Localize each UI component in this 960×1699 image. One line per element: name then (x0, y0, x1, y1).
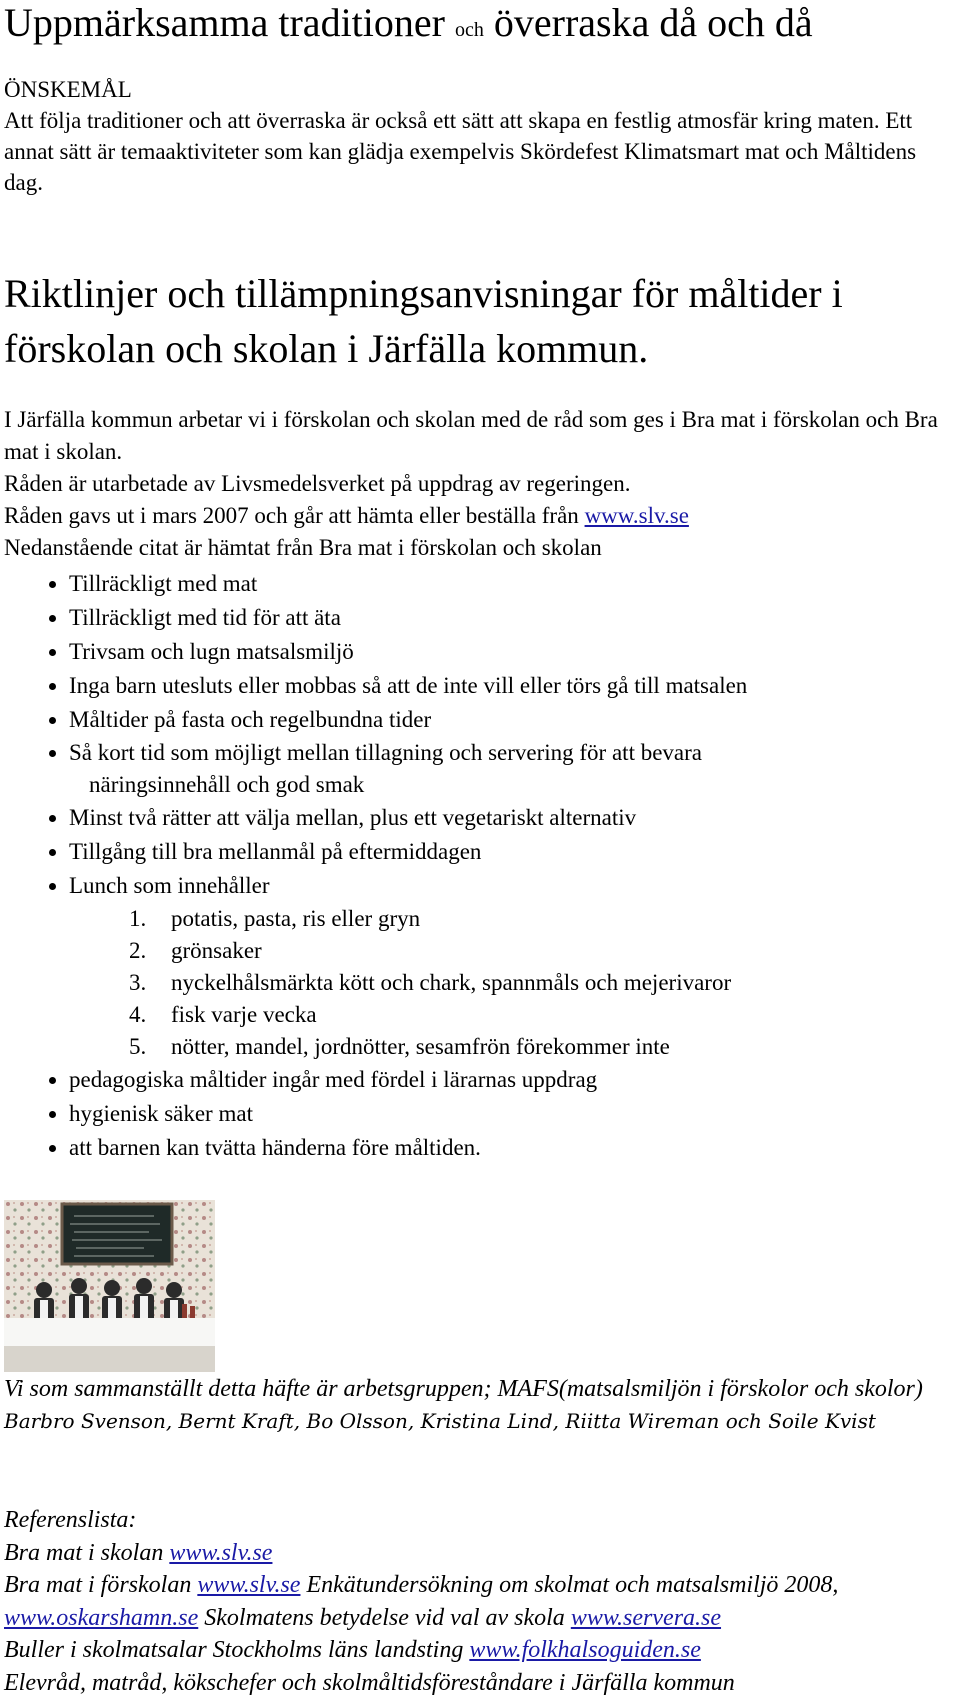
reference-item: Bra mat i skolan www.slv.se (4, 1539, 273, 1566)
list-item: Tillgång till bra mellanmål på eftermiddagen (4, 835, 949, 869)
lunch-items (4, 903, 949, 1063)
bullet-icon (49, 717, 56, 724)
title-part1: Uppmärksamma traditioner (4, 0, 445, 45)
bullet-icon (49, 683, 56, 690)
numbered-item: 3. nyckelhålsmärkta kött och chark, spannmåls och mejerivaror (129, 970, 732, 995)
bullet-icon (49, 815, 56, 822)
reference-list (4, 1504, 954, 1699)
references-heading: Referenslista: (4, 1507, 137, 1533)
list-item: Tillräckligt med mat (4, 567, 949, 601)
slv-link[interactable]: www.slv.se (197, 1572, 301, 1598)
bullet-icon (49, 649, 56, 656)
list-item: Trivsam och lugn matsalsmiljö (4, 635, 949, 669)
list-item: hygienisk säker mat (4, 1097, 949, 1131)
guidelines-p3-text: Råden gavs ut i mars 2007 och går att hämta eller beställa från (4, 503, 585, 528)
guidelines-text (4, 404, 949, 564)
dining-room-photo (4, 1200, 215, 1372)
bullet-icon (49, 1145, 56, 1152)
numbered-item: 2. grönsaker (129, 938, 262, 963)
list-item: Minst två rätter att välja mellan, plus ett vegetariskt alternativ (4, 801, 949, 835)
list-item: Lunch som innehåller (4, 869, 949, 903)
credit-text (4, 1373, 949, 1437)
credit-intro: Vi som sammanställt detta häfte är arbetsgruppen; MAFS(matsalsmiljön i förskolor och skolor) (4, 1376, 923, 1402)
bullet-icon (49, 1111, 56, 1118)
guidelines-p1: I Järfälla kommun arbetar vi i förskolan och skolan med de råd som ges i Bra mat i förskolan och Bra mat i skolan. (4, 407, 938, 464)
wishes-text: Att följa traditioner och att överraska är också ett sätt att skapa en festlig atmosfär kring maten. Ett annat sätt är temaaktiviteter som kan glädja exempelvis Skördefest Klimatsmart mat och Måltidens dag. (4, 108, 917, 195)
slv-link[interactable]: www.slv.se (169, 1539, 273, 1566)
numbered-item: 4. fisk varje vecka (129, 1002, 317, 1027)
list-item: att barnen kan tvätta händerna före måltiden. (4, 1131, 949, 1165)
credit-names: Barbro Svenson, Bernt Kraft, Bo Olsson, Kristina Lind, Riitta Wireman och Soile Kvist (4, 1409, 876, 1433)
lunch-sublist (4, 903, 949, 1063)
page-title (4, 0, 813, 53)
reference-item: Bra mat i förskolan www.slv.se Enkätundersökning om skolmat och matsalsmiljö 2008, www.oskarshamn.se Skolmatens betydelse vid val av skola www.servera.se (4, 1572, 839, 1631)
guidelines-heading: Riktlinjer och tillämpningsanvisningar för måltider i förskolan och skolan i Järfälla kommun. (4, 271, 843, 371)
wishes-heading: ÖNSKEMÅL (4, 77, 132, 102)
bullet-icon (49, 883, 56, 890)
oskarshamn-link[interactable]: www.oskarshamn.se (4, 1604, 199, 1631)
list-item: pedagogiska måltider ingår med fördel i lärarnas uppdrag (4, 1063, 949, 1097)
folkhalsoguiden-link[interactable]: www.folkhalsoguiden.se (469, 1637, 701, 1663)
list-item: Tillräckligt med tid för att äta (4, 601, 949, 635)
list-item: Inga barn utesluts eller mobbas så att de inte vill eller törs gå till matsalen (4, 669, 949, 703)
bullet-icon (49, 581, 56, 588)
bullet-icon (49, 750, 56, 757)
guidelines-p3 (4, 500, 949, 532)
slv-link[interactable]: www.slv.se (584, 503, 689, 528)
reference-item: Buller i skolmatsalar Stockholms läns landsting www.folkhalsoguiden.se (4, 1637, 701, 1663)
wishes-section (4, 74, 949, 198)
numbered-item: 1. potatis, pasta, ris eller gryn (129, 906, 421, 931)
title-part3: överraska då och då (493, 0, 813, 45)
list-item: Så kort tid som möjligt mellan tillagning och servering för att bevara näringsinnehåll och god smak (4, 737, 949, 801)
list-item: Måltider på fasta och regelbundna tider (4, 703, 949, 737)
bullet-icon (49, 1077, 56, 1084)
bullet-icon (49, 615, 56, 622)
advice-list (4, 567, 949, 1165)
bullet-icon (49, 849, 56, 856)
guidelines-p2: Råden är utarbetade av Livsmedelsverket på uppdrag av regeringen. (4, 471, 631, 496)
reference-item: Elevråd, matråd, kökschefer och skolmåltidsföreståndare i Järfälla kommun (4, 1669, 735, 1696)
numbered-item: 5. nötter, mandel, jordnötter, sesamfrön förekommer inte (129, 1034, 670, 1059)
servera-link[interactable]: www.servera.se (570, 1604, 722, 1631)
title-part2: och (454, 19, 484, 41)
guidelines-p4: Nedanstående citat är hämtat från Bra mat i förskolan och skolan (4, 535, 602, 560)
